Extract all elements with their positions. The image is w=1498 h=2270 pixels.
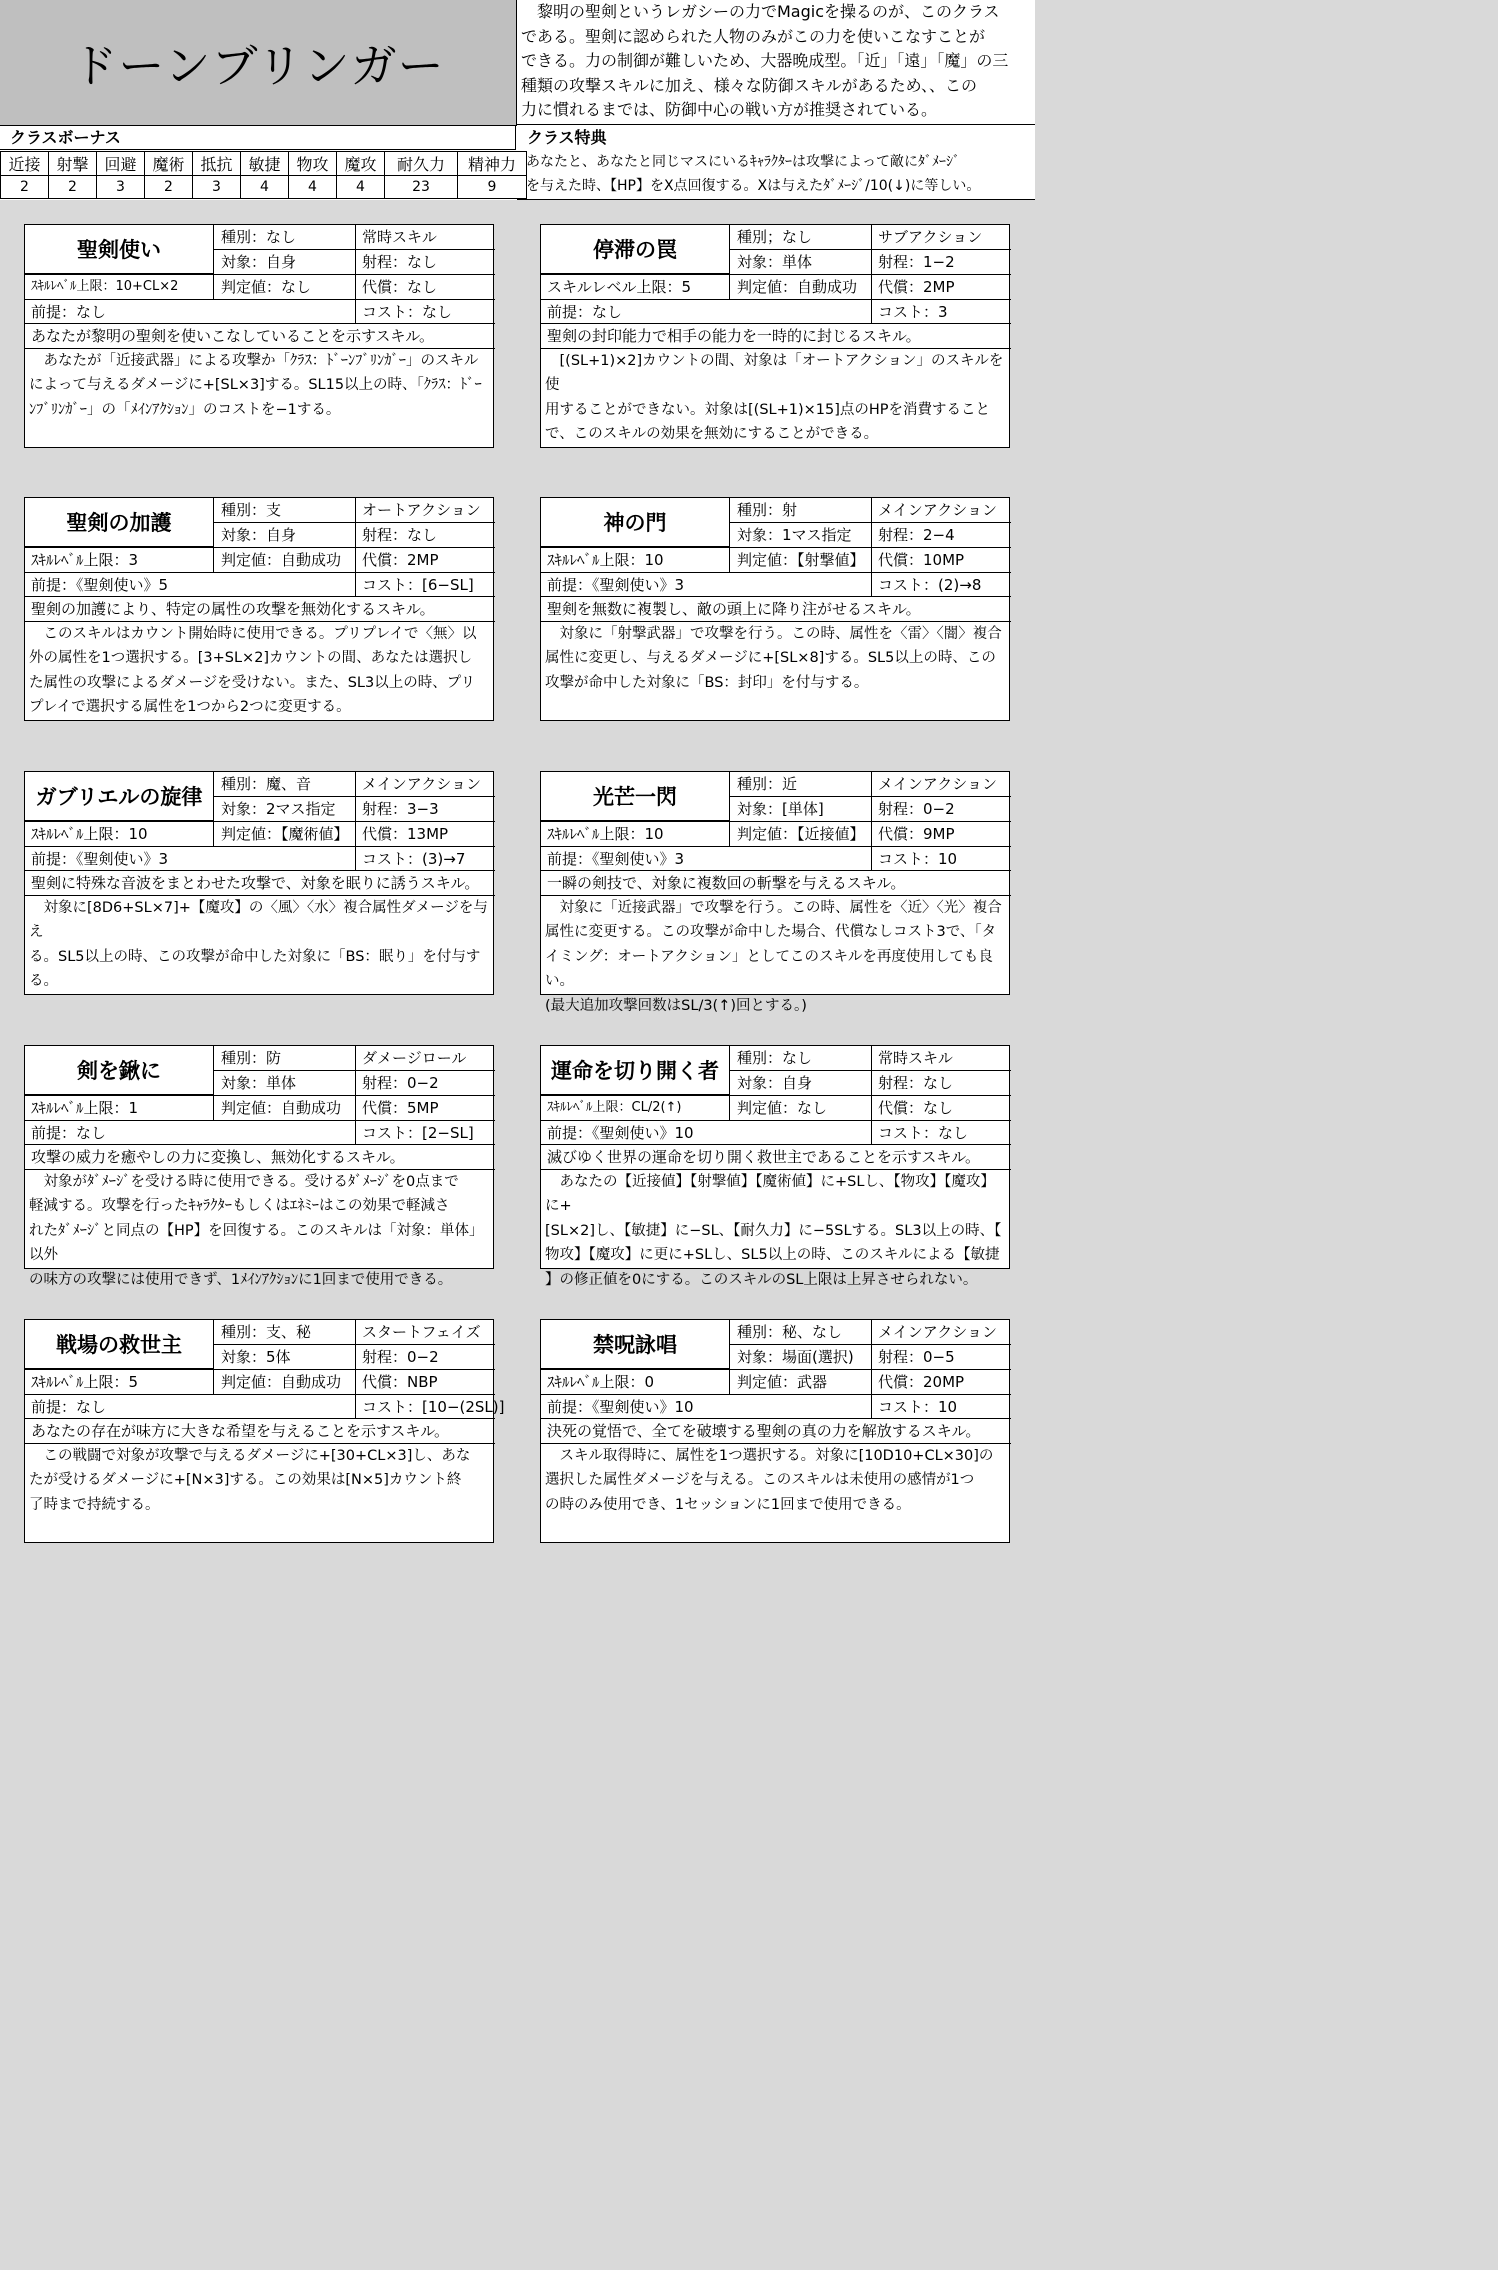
bonus-header: 抵抗	[193, 152, 241, 176]
skill-cost: コスト：10	[878, 1398, 958, 1416]
skill-card	[24, 771, 494, 995]
bonus-value: 4	[241, 176, 289, 199]
skill-level-limit: ｽｷﾙﾚﾍﾞﾙ上限：10	[547, 551, 664, 569]
skill-type: 種別：射	[737, 501, 798, 519]
bonus-value: 2	[49, 176, 97, 199]
skill-target: 対象：自身	[221, 253, 297, 271]
skill-type: 種別：防	[221, 1049, 282, 1067]
bonus-value: 23	[385, 176, 458, 199]
skill-price: 代償：10MP	[878, 551, 965, 569]
skill-name: 停滞の罠	[541, 225, 730, 274]
skill-timing: ダメージロール	[362, 1049, 467, 1067]
skill-name: 剣を鍬に	[25, 1046, 214, 1095]
skill-type: 種別；なし	[737, 228, 813, 246]
skill-name: ガブリエルの旋律	[25, 772, 214, 821]
bonus-value: 4	[289, 176, 337, 199]
skill-target: 対象：場面(選択)	[737, 1348, 854, 1366]
skill-name: 運命を切り開く者	[541, 1046, 730, 1095]
skill-check: 判定値：【魔術値】	[221, 825, 349, 843]
skill-check: 判定値：自動成功	[737, 278, 858, 296]
skill-summary: 一瞬の剣技で、対象に複数回の斬撃を与えるスキル。	[547, 874, 906, 892]
skill-check: 判定値：武器	[737, 1373, 828, 1391]
skill-cost: コスト：10	[878, 850, 958, 868]
skill-type: 種別：なし	[737, 1049, 813, 1067]
skill-check: 判定値：【射撃値】	[737, 551, 865, 569]
skill-price: 代償：2MP	[878, 278, 955, 296]
skill-price: 代償：2MP	[362, 551, 439, 569]
bonus-header: 物攻	[289, 152, 337, 176]
skill-summary: 聖剣を無数に複製し、敵の頭上に降り注がせるスキル。	[547, 600, 921, 618]
skill-target: 対象：自身	[737, 1074, 813, 1092]
skill-prereq: 前提：《聖剣使い》3	[31, 850, 169, 868]
skill-description: この戦闘で対象が攻撃で与えるダメージに+[30+CL×3]し、あな たが受けるダメージに+[N×3]する。この効果は[N×5]カウント終 了時まで持続する。	[29, 1448, 471, 1513]
skill-card	[24, 497, 494, 721]
skill-timing: オートアクション	[362, 501, 481, 519]
bonus-header: 射撃	[49, 152, 97, 176]
skill-range: 射程：2−4	[878, 526, 955, 544]
skill-prereq: 前提：《聖剣使い》3	[547, 576, 685, 594]
skill-card	[24, 1319, 505, 1543]
skill-description: スキル取得時に、属性を1つ選択する。対象に[10D10+CL×30]の 選択した属性ダメージを与える。このスキルは未使用の感情が1つ の時のみ使用でき、1セッションに1回まで使用できる。	[545, 1448, 994, 1513]
skill-level-limit: ｽｷﾙﾚﾍﾞﾙ上限：10+CL×2	[31, 279, 179, 294]
skill-type: 種別：なし	[221, 228, 297, 246]
skill-description: [(SL+1)×2]カウントの間、対象は「オートアクション」のスキルを使 用することができない。対象は[(SL+1)×15]点のHPを消費すること で、このスキルの効果を無効にすることができる。	[545, 353, 1004, 443]
skill-summary: 聖剣の加護により、特定の属性の攻撃を無効化するスキル。	[31, 600, 435, 618]
bonus-header: 精神力	[458, 152, 527, 176]
skill-description: 対象に[8D6+SL×7]+【魔攻】の〈風〉〈水〉複合属性ダメージを与え る。SL5以上の時、この攻撃が命中した対象に「BS：眠り」を付与す る。	[29, 900, 488, 990]
skill-cost: コスト：なし	[878, 1124, 969, 1142]
skill-level-limit: ｽｷﾙﾚﾍﾞﾙ上限：10	[547, 825, 664, 843]
skill-range: 射程：なし	[362, 253, 438, 271]
skill-description: このスキルはカウント開始時に使用できる。プリプレイで〈無〉以 外の属性を1つ選択する。[3+SL×2]カウントの間、あなたは選択し た属性の攻撃によるダメージを受けない。また、SL3以上の時、プリ プレイで選択する属性を1つから2つに変更する。	[29, 626, 477, 716]
skill-price: 代償：9MP	[878, 825, 955, 843]
skill-name: 禁呪詠唱	[541, 1320, 730, 1369]
skill-target: 対象：2マス指定	[221, 800, 336, 818]
skill-summary: 聖剣の封印能力で相手の能力を一時的に封じるスキル。	[547, 327, 921, 345]
skill-card	[24, 1045, 494, 1288]
bonus-header: 敏捷	[241, 152, 289, 176]
skill-timing: メインアクション	[878, 775, 997, 793]
skill-level-limit: ｽｷﾙﾚﾍﾞﾙ上限：CL/2(↑)	[547, 1100, 682, 1115]
skill-check: 判定値：自動成功	[221, 1099, 342, 1117]
bonus-header: 近接	[1, 152, 49, 176]
skill-description: 対象に「近接武器」で攻撃を行う。この時、属性を〈近〉〈光〉複合 属性に変更する。この攻撃が命中した場合、代償なしコスト3で、「タ イミング：オートアクション」としてこのスキルを再度使用しても良い。 (最大追加攻撃回数はSL/3(↑)回とする。)	[545, 900, 1002, 1014]
skill-prereq: 前提：なし	[547, 303, 623, 321]
skill-check: 判定値：自動成功	[221, 1373, 342, 1391]
skill-target: 対象：単体	[221, 1074, 297, 1092]
skill-type: 種別：近	[737, 775, 798, 793]
skill-summary: 滅びゆく世界の運命を切り開く救世主であることを示すスキル。	[547, 1148, 981, 1166]
class-perk-text: あなたと、あなたと同じマスにいるｷｬﾗｸﾀｰは攻撃によって敵にﾀﾞﾒｰｼﾞ を与えた時、【HP】をX点回復する。Xは与えたﾀﾞﾒｰｼﾞ/10(↓)に等しい。	[517, 150, 1035, 200]
skill-summary: 聖剣に特殊な音波をまとわせた攻撃で、対象を眠りに誘うスキル。	[31, 874, 480, 892]
skill-type: 種別：秘、なし	[737, 1323, 843, 1341]
skill-timing: メインアクション	[362, 775, 481, 793]
skill-card	[540, 1045, 1010, 1288]
skill-prereq: 前提：なし	[31, 1398, 107, 1416]
skill-price: 代償：5MP	[362, 1099, 439, 1117]
skill-name: 戦場の救世主	[25, 1320, 214, 1369]
skill-level-limit: ｽｷﾙﾚﾍﾞﾙ上限：3	[31, 551, 139, 569]
skill-cost: コスト：(3)→7	[362, 850, 466, 868]
skill-summary: あなたの存在が味方に大きな希望を与えることを示すスキル。	[31, 1422, 450, 1440]
skill-cost: コスト：3	[878, 303, 948, 321]
skill-range: 射程：なし	[362, 526, 438, 544]
skill-level-limit: ｽｷﾙﾚﾍﾞﾙ上限：5	[31, 1373, 139, 1391]
skill-timing: メインアクション	[878, 501, 997, 519]
skill-price: 代償：20MP	[878, 1373, 965, 1391]
skill-prereq: 前提：《聖剣使い》10	[547, 1398, 694, 1416]
skill-name: 聖剣使い	[25, 225, 214, 274]
skill-level-limit: ｽｷﾙﾚﾍﾞﾙ上限：10	[31, 825, 148, 843]
bonus-header: 魔術	[145, 152, 193, 176]
bonus-value: 9	[458, 176, 527, 199]
skill-range: 射程：3−3	[362, 800, 439, 818]
skill-description: 対象がﾀﾞﾒｰｼﾞを受ける時に使用できる。受けるﾀﾞﾒｰｼﾞを0点まで 軽減する。攻撃を行ったｷｬﾗｸﾀｰもしくはｴﾈﾐｰはこの効果で軽減さ れたﾀﾞﾒｰｼﾞと同点の【HP】を回復する。このスキルは「対象：単体」以外 の味方の攻撃には使用できず、1ﾒｲﾝｱｸｼｮﾝに1回まで使用できる。	[29, 1174, 484, 1288]
skill-type: 種別：支	[221, 501, 282, 519]
skill-cost: コスト：(2)→8	[878, 576, 982, 594]
skill-cost: コスト：[2−SL]	[362, 1124, 474, 1142]
skill-summary: 攻撃の威力を癒やしの力に変換し、無効化するスキル。	[31, 1148, 405, 1166]
skill-level-limit: ｽｷﾙﾚﾍﾞﾙ上限：0	[547, 1373, 655, 1391]
class-description: 黎明の聖剣というレガシーの力でMagicを操るのが、このクラス である。聖剣に認められた人物のみがこの力を使いこなすことが できる。力の制御が難しいため、大器晩成型。「近」「遠」「魔」の三 種類の攻撃スキルに加え、様々な防御スキルがあるため、、この 力に慣れるまでは、防御中心の戦い方が推奨されている。	[517, 0, 1035, 125]
skill-prereq: 前提：なし	[31, 1124, 107, 1142]
skill-price: 代償：NBP	[362, 1373, 438, 1391]
skill-prereq: 前提：なし	[31, 303, 107, 321]
skill-check: 判定値：自動成功	[221, 551, 342, 569]
skill-range: 射程：0−2	[362, 1348, 439, 1366]
class-bonus-table	[0, 151, 527, 199]
skill-card	[24, 224, 494, 448]
skill-summary: 決死の覚悟で、全てを破壊する聖剣の真の力を解放するスキル。	[547, 1422, 981, 1440]
skill-prereq: 前提：《聖剣使い》10	[547, 1124, 694, 1142]
skill-type: 種別：魔、音	[221, 775, 312, 793]
skill-name: 聖剣の加護	[25, 498, 214, 547]
bonus-header: 回避	[97, 152, 145, 176]
skill-timing: サブアクション	[878, 228, 983, 246]
skill-target: 対象：1マス指定	[737, 526, 852, 544]
skill-description: あなたが「近接武器」による攻撃か「ｸﾗｽ：ﾄﾞｰﾝﾌﾞﾘﾝｶﾞｰ」のスキル によって与えるダメージに+[SL×3]する。SL15以上の時、「ｸﾗｽ：ﾄﾞｰ ﾝﾌﾞﾘﾝｶﾞｰ」の「ﾒｲﾝｱｸｼｮﾝ」のコストを−1する。	[29, 353, 482, 418]
skill-check: 判定値：【近接値】	[737, 825, 865, 843]
bonus-header: 耐久力	[385, 152, 458, 176]
skill-check: 判定値：なし	[221, 278, 312, 296]
bonus-header: 魔攻	[337, 152, 385, 176]
skill-range: 射程：1−2	[878, 253, 955, 271]
skill-description: 対象に「射撃武器」で攻撃を行う。この時、属性を〈雷〉〈闇〉複合 属性に変更し、与えるダメージに+[SL×8]する。SL5以上の時、この 攻撃が命中した対象に「BS：封印」を付与する。	[545, 626, 1002, 691]
skill-timing: スタートフェイズ	[362, 1323, 481, 1341]
skill-cost: コスト：なし	[362, 303, 453, 321]
bonus-value: 3	[193, 176, 241, 199]
skill-prereq: 前提：《聖剣使い》3	[547, 850, 685, 868]
skill-level-limit: ｽｷﾙﾚﾍﾞﾙ上限：1	[31, 1099, 139, 1117]
skill-card	[540, 224, 1010, 448]
skill-level-limit: スキルレベル上限：5	[547, 278, 692, 296]
skill-price: 代償：13MP	[362, 825, 449, 843]
class-perk-title: クラス特典	[527, 128, 607, 147]
skill-target: 対象：5体	[221, 1348, 291, 1366]
skill-name: 光芒一閃	[541, 772, 730, 821]
skill-timing: メインアクション	[878, 1323, 997, 1341]
skill-target: 対象：自身	[221, 526, 297, 544]
skill-prereq: 前提：《聖剣使い》5	[31, 576, 169, 594]
skill-description: あなたの【近接値】【射撃値】【魔術値】に+SLし、【物攻】【魔攻】に+ [SL×2]し、【敏捷】に−SL、【耐久力】に−5SLする。SL3以上の時、【 物攻】【魔攻】に更に+SLし、SL5以上の時、このスキルによる【敏捷 】の修正値を0にする。このスキルのSL上限は上昇させられない。	[545, 1174, 1002, 1288]
skill-card	[540, 1319, 1010, 1543]
skill-price: 代償：なし	[878, 1099, 954, 1117]
skill-summary: あなたが黎明の聖剣を使いこなしていることを示すスキル。	[31, 327, 435, 345]
bonus-value: 3	[97, 176, 145, 199]
bonus-value: 4	[337, 176, 385, 199]
skill-target: 対象：単体	[737, 253, 813, 271]
class-name: ドーンブリンガー	[0, 0, 517, 126]
skill-card	[540, 497, 1010, 721]
skill-card	[540, 771, 1010, 1014]
skill-target: 対象：[単体]	[737, 800, 824, 818]
bonus-value: 2	[145, 176, 193, 199]
skill-range: 射程：なし	[878, 1074, 954, 1092]
skill-timing: 常時スキル	[878, 1049, 953, 1067]
skill-price: 代償：なし	[362, 278, 438, 296]
class-header	[0, 0, 1035, 200]
skill-name: 神の門	[541, 498, 730, 547]
skill-cost: コスト：[6−SL]	[362, 576, 474, 594]
skill-timing: 常時スキル	[362, 228, 437, 246]
skill-range: 射程：0−2	[362, 1074, 439, 1092]
skill-range: 射程：0−5	[878, 1348, 955, 1366]
skill-check: 判定値：なし	[737, 1099, 828, 1117]
skill-cost: コスト：[10−(2SL)]	[362, 1398, 505, 1416]
class-bonus-title: クラスボーナス	[0, 126, 516, 150]
skill-type: 種別：支、秘	[221, 1323, 312, 1341]
skill-range: 射程：0−2	[878, 800, 955, 818]
bonus-value: 2	[1, 176, 49, 199]
